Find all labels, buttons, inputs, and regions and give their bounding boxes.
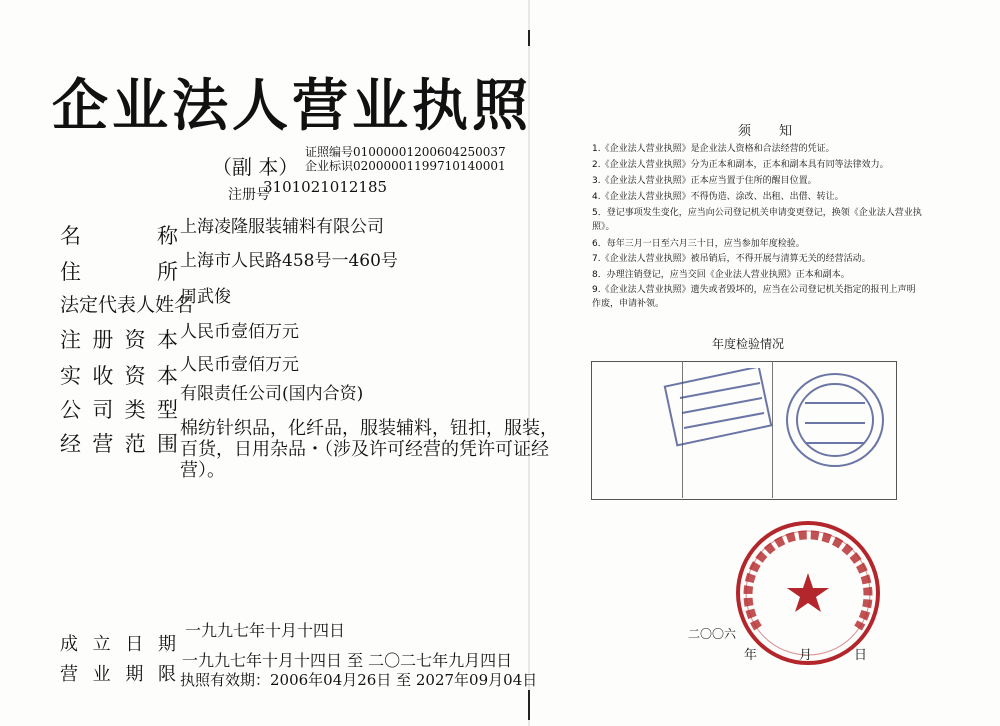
notice-title: 须知 — [738, 124, 821, 139]
label-char: 资 — [124, 328, 146, 352]
registration-label: 注册号 — [228, 187, 270, 203]
fold-mark — [528, 30, 530, 46]
notice-item: 7.《企业法人营业执照》被吊销后，不得开展与清算无关的经营活动。 — [592, 254, 871, 264]
label-char: 期 — [157, 634, 176, 655]
label-char: 营 — [92, 432, 114, 456]
registered-capital-label — [60, 324, 178, 354]
inspection-stamp — [660, 368, 890, 488]
label-char: 经 — [60, 432, 81, 456]
paid-capital-value: 人民币壹佰万元 — [180, 355, 299, 375]
legal-rep-value: 周武俊 — [180, 287, 231, 307]
label-char: 司 — [92, 398, 114, 422]
label-char: 资 — [124, 364, 146, 388]
name-label — [60, 220, 178, 250]
annual-inspection-title: 年度检验情况 — [712, 337, 785, 351]
label-char: 公 — [60, 398, 81, 422]
label-char: 型 — [156, 398, 178, 422]
label-char: 称 — [157, 224, 178, 248]
label-char: 实 — [60, 364, 81, 388]
label-char: 业 — [92, 664, 111, 685]
company-type-label — [60, 394, 178, 424]
notice-item: 9.《企业法人营业执照》遗失或者毁坏的，应当在公司登记机关指定的报刊上声明作废，申请补领。 — [592, 285, 916, 309]
label-char: 注 — [60, 328, 81, 352]
label-char: 所 — [157, 260, 178, 284]
notice-item: 3.《企业法人营业执照》正本应当置于住所的醒目位置。 — [592, 176, 817, 186]
notice-item: 6．每年三月一日至六月三十日，应当参加年度检验。 — [592, 239, 805, 249]
label-char: 册 — [92, 328, 114, 352]
address-label — [60, 256, 178, 286]
issue-date: 二〇〇六 — [688, 627, 737, 641]
notice-item: 2.《企业法人营业执照》分为正本和副本，正本和副本具有同等法律效力。 — [592, 160, 889, 170]
notice-item: 5．登记事项发生变化，应当向公司登记机关申请变更登记，换领《企业法人营业执照》。 — [592, 208, 922, 232]
label-char: 营 — [60, 664, 78, 685]
company-address: 上海市人民路458号一460号 — [180, 251, 398, 271]
legal-rep-label: 法定代表人姓名 — [60, 294, 194, 316]
notice-item: 4.《企业法人营业执照》不得伪造、涂改、出租、出借、转让。 — [592, 192, 844, 202]
label-char: 住 — [60, 260, 81, 284]
label-char: 类 — [124, 398, 146, 422]
unified-number: 企业标识02000001199710140001 — [305, 159, 506, 173]
company-name: 上海凌隆服装辅料有限公司 — [180, 217, 384, 237]
label-char: 本 — [156, 328, 178, 352]
registration-number: 3101021012185 — [263, 178, 388, 196]
business-term: 一九九七年十月十四日 至 二〇二七年九月四日 — [182, 651, 513, 670]
date-label: 年月日 — [744, 648, 910, 663]
established-label — [60, 630, 176, 656]
certificate-number: 证照编号01000001200604250037 — [305, 145, 506, 159]
label-char: 本 — [156, 364, 178, 388]
registered-capital-value: 人民币壹佰万元 — [180, 322, 299, 342]
copy-label: （副 本） — [212, 155, 299, 179]
label-char: 限 — [157, 664, 176, 685]
label-char: 围 — [156, 432, 178, 456]
fold-mark — [528, 690, 530, 720]
label-char: 期 — [125, 664, 144, 685]
notice-item: 1.《企业法人营业执照》是企业法人资格和合法经营的凭证。 — [592, 144, 835, 154]
paid-capital-label — [60, 360, 178, 390]
label-char: 收 — [92, 364, 114, 388]
business-scope-value: 棉纺针织品，化纤品，服装辅料，钮扣，服装，百货，日用杂品・（涉及许可经营的凭许可证经营）。 — [180, 418, 558, 481]
label-char: 立 — [92, 634, 111, 655]
document-title: 企业法人营业执照 — [52, 74, 532, 139]
term-label — [60, 660, 176, 686]
label-char: 名 — [60, 224, 81, 248]
label-char: 日 — [125, 634, 144, 655]
notice-item: 8．办理注销登记，应当交回《企业法人营业执照》正本和副本。 — [592, 270, 850, 280]
established-date: 一九九七年十月十四日 — [185, 621, 346, 640]
label-char: 成 — [60, 634, 78, 655]
label-char: 范 — [124, 432, 146, 456]
business-scope-label — [60, 428, 178, 458]
license-validity: 执照有效期：2006年04月26日 至 2027年09月04日 — [180, 671, 538, 689]
company-type-value: 有限责任公司(国内合资) — [180, 384, 364, 404]
